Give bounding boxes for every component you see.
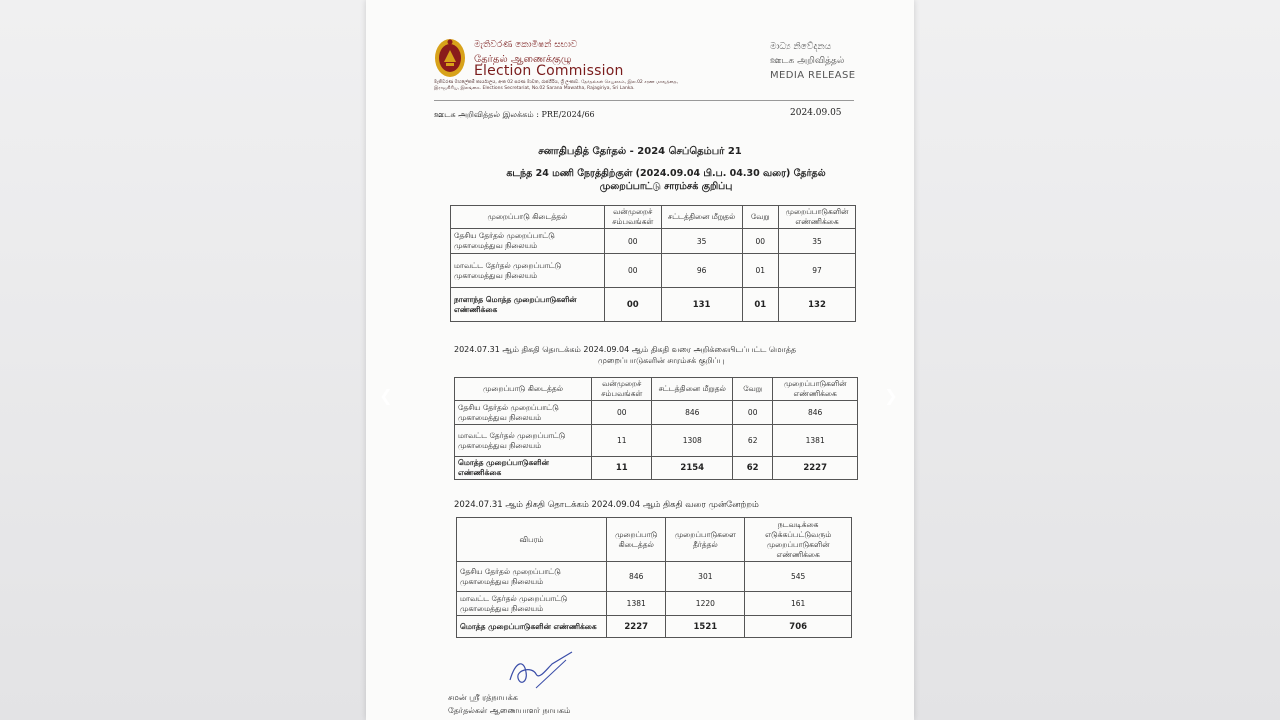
column-header: வன்முறைச் சம்பவங்கள் [604, 206, 661, 229]
table-row [457, 592, 852, 616]
row-label: மாவட்ட தேர்தல் முறைப்பாட்டு முகாமைத்துவ நிலையம் [457, 592, 607, 616]
column-header: முறைப்பாடுகளின் எண்ணிக்கை [773, 378, 858, 401]
cell-received: 846 [607, 562, 666, 592]
table-header-row [457, 518, 852, 562]
cell-violence: 00 [604, 288, 661, 322]
table-row [451, 254, 856, 288]
cell-violations: 846 [652, 401, 733, 425]
cell-other: 00 [742, 229, 778, 254]
cell-total: 1381 [773, 425, 858, 457]
page-title: சனாதிபதித் தேர்தல் - 2024 செப்தெம்பர் 21 [538, 146, 742, 157]
org-name-sinhala: මැතිවරණ කොමිෂන් සභාව [474, 40, 578, 50]
progress-table [456, 517, 852, 638]
row-label: மொத்த முறைப்பாடுகளின் எண்ணிக்கை [457, 616, 607, 638]
column-header: சட்டத்தினை மீறுதல் [661, 206, 742, 229]
subtitle-line-2: முறைப்பாட்டு சாரம்சக் குறிப்பு [599, 181, 733, 192]
table-row [457, 562, 852, 592]
media-release-english: MEDIA RELEASE [770, 70, 856, 81]
subtitle-line-1: கடந்த 24 மணி நேரத்திற்குள் (2024.09.04 பி.ப. 04.30 வரை) தேர்தல் [506, 168, 826, 179]
cell-violations: 96 [661, 254, 742, 288]
cell-resolved: 301 [666, 562, 745, 592]
daily-complaints-table [450, 205, 856, 322]
row-label: தேசிய தேர்தல் முறைப்பாட்டு முகாமைத்துவ நிலையம் [455, 401, 592, 425]
table-header-row [455, 378, 858, 401]
signer-name: சமன் ஸ்ரீ ரத்நாயக்க [448, 693, 518, 702]
cell-total: 846 [773, 401, 858, 425]
table-total-row [455, 457, 858, 480]
row-label: மாவட்ட தேர்தல் முறைப்பாட்டு முகாமைத்துவ நிலையம் [451, 254, 605, 288]
row-label: நாளாந்த மொத்த முறைப்பாடுகளின் எண்ணிக்கை [451, 288, 605, 322]
org-name-tamil: தேர்தல் ஆணைக்குழு [474, 54, 572, 65]
table-header-row [451, 206, 856, 229]
table-row [455, 425, 858, 457]
media-release-sinhala: මාධ්‍ය නිවේදනය [770, 42, 832, 52]
cell-violence: 00 [604, 254, 661, 288]
cell-other: 62 [733, 425, 773, 457]
row-label: தேசிய தேர்தல் முறைப்பாட்டு முகாமைத்துவ நிலையம் [451, 229, 605, 254]
reference-number: ஊடக அறிவித்தல் இலக்கம் : PRE/2024/66 [434, 110, 595, 119]
cell-total: 97 [779, 254, 856, 288]
row-label: மாவட்ட தேர்தல் முறைப்பாட்டு முகாமைத்துவ நிலையம் [455, 425, 592, 457]
chevron-right-icon[interactable]: ❯ [884, 386, 898, 405]
column-header: முறைப்பாடுகளின் எண்ணிக்கை [779, 206, 856, 229]
cell-received: 1381 [607, 592, 666, 616]
cell-violations: 2154 [652, 457, 733, 480]
cell-violence: 11 [592, 457, 652, 480]
cell-other: 00 [733, 401, 773, 425]
cell-violence: 11 [592, 425, 652, 457]
release-date: 2024.09.05 [790, 108, 842, 118]
table-total-row [451, 288, 856, 322]
chevron-left-icon[interactable]: ❮ [379, 386, 393, 405]
column-header: விபரம் [457, 518, 607, 562]
column-header: வேறு [733, 378, 773, 401]
section-2-heading-line-2: முறைப்பாடுகளின் சாரம்சக் குறிப்பு [598, 356, 725, 365]
column-header: வேறு [742, 206, 778, 229]
org-name-english: Election Commission [474, 63, 624, 79]
media-release-tamil: ஊடக அறிவித்தல் [770, 56, 845, 66]
signature [506, 650, 576, 692]
cell-other: 62 [733, 457, 773, 480]
cell-violations: 1308 [652, 425, 733, 457]
section-2-heading-line-1: 2024.07.31 ஆம் திகதி தொடக்கம் 2024.09.04 ஆம் திகதி வரை அறிக்கையிடப்பட்ட மொத்த [454, 345, 797, 354]
table-total-row [457, 616, 852, 638]
column-header: நடவடிக்கை எடுக்கப்பட்டுவரும் முறைப்பாடுகளின் எண்ணிக்கை [745, 518, 852, 562]
header-divider [434, 100, 854, 101]
document-page [366, 0, 914, 720]
column-header: சட்டத்தினை மீறுதல் [652, 378, 733, 401]
cell-received: 2227 [607, 616, 666, 638]
table-row [451, 229, 856, 254]
cell-pending: 706 [745, 616, 852, 638]
cumulative-complaints-table [454, 377, 858, 480]
cell-resolved: 1220 [666, 592, 745, 616]
cell-violence: 00 [604, 229, 661, 254]
signer-title: தேர்தல்கள் ஆணையாளர் நாயகம் [448, 706, 571, 715]
cell-other: 01 [742, 254, 778, 288]
org-address: මැතිවරණ මහලේකම් කාර්යාලය, අංක 02 සරණ මාවත, රාජගිරිය, ශ්‍රී ලංකාව. தேர்தல்கள் செயலகம், இல.02 சரண மாவத்தை, இராஜகிரிய, இலங்கை. Elections Secretariat, No.02 Sarana Mawatha, Rajagiriya, Sri Lanka. [434, 80, 679, 91]
cell-total: 35 [779, 229, 856, 254]
cell-total: 2227 [773, 457, 858, 480]
row-label: தேசிய தேர்தல் முறைப்பாட்டு முகாமைத்துவ நிலையம் [457, 562, 607, 592]
column-header: முறைப்பாடு கிடைத்தல் [607, 518, 666, 562]
column-header: முறைப்பாடுகளை தீர்த்தல் [666, 518, 745, 562]
section-3-heading: 2024.07.31 ஆம் திகதி தொடக்கம் 2024.09.04 ஆம் திகதி வரை முன்னேற்றம் [454, 500, 759, 510]
column-header: முறைப்பாடு கிடைத்தல் [451, 206, 605, 229]
row-label: மொத்த முறைப்பாடுகளின் எண்ணிக்கை [455, 457, 592, 480]
cell-total: 132 [779, 288, 856, 322]
cell-violations: 35 [661, 229, 742, 254]
column-header: முறைப்பாடு கிடைத்தல் [455, 378, 592, 401]
cell-violations: 131 [661, 288, 742, 322]
column-header: வன்முறைச் சம்பவங்கள் [592, 378, 652, 401]
emblem-icon [434, 38, 466, 78]
cell-pending: 161 [745, 592, 852, 616]
cell-pending: 545 [745, 562, 852, 592]
table-row [455, 401, 858, 425]
blurred-background-right [914, 0, 1280, 720]
cell-resolved: 1521 [666, 616, 745, 638]
blurred-background-left [0, 0, 366, 720]
cell-violence: 00 [592, 401, 652, 425]
cell-other: 01 [742, 288, 778, 322]
